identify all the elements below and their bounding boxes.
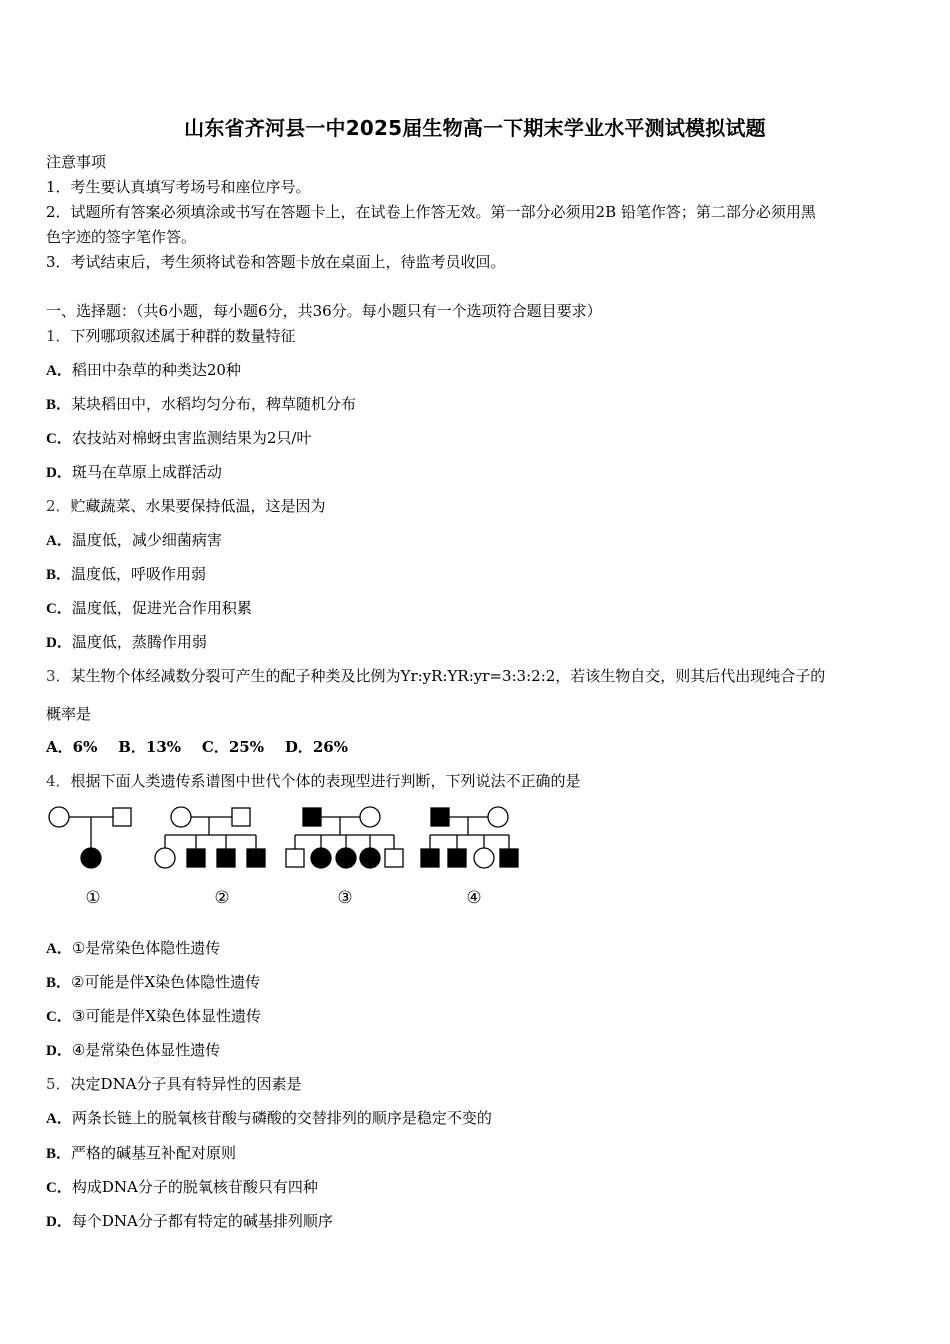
option-text: ②可能是伴X染色体隐性遗传 [71,973,261,991]
option-text: ④是常染色体显性遗传 [71,1041,221,1059]
options-3-inline: A．6% B．13% C．25% D．26% [46,738,348,756]
female-affected [360,848,380,868]
option-1d [46,462,222,483]
male-affected [500,849,518,867]
option-text: 斑马在草原上成群活动 [71,463,222,481]
male-unaffected [385,849,403,867]
option-letter: B． [46,1146,72,1162]
option-letter: A． [46,1111,72,1127]
option-text: 两条长链上的脱氧核苷酸与磷酸的交替排列的顺序是稳定不变的 [71,1109,492,1127]
notes-item-2: 2．试题所有答案必须填涂或书写在答题卡上，在试卷上作答无效。第一部分必须用2B 铅笔作答；第二部分必须用黑 [46,203,816,221]
option-5d [46,1211,333,1232]
male-unaffected [113,808,131,826]
pedigree-3 [286,807,403,868]
option-text: 构成DNA分子的脱氧核苷酸只有四种 [71,1178,318,1196]
question-number: 3． [46,667,71,685]
option-2c [46,598,252,619]
figure-label-2: ② [214,888,230,908]
option-letter: C． [46,431,72,447]
option-letter: B． [46,397,72,413]
option-2a [46,530,222,551]
option-text: 农技站对棉蚜虫害监测结果为2只/叶 [71,429,312,447]
option-letter: B． [46,567,72,583]
option-5c [46,1177,318,1198]
option-text: ①是常染色体隐性遗传 [71,939,221,957]
section-header: 一、选择题：（共6小题，每小题6分，共36分。每小题只有一个选项符合题目要求） [46,302,602,320]
option-letter: D． [46,465,72,481]
question-number: 1． [46,327,71,345]
question-3-cont: 概率是 [46,705,92,723]
question-stem: 根据下面人类遗传系谱图中世代个体的表现型进行判断，下列说法不正确的是 [70,772,581,790]
question-stem: 贮藏蔬菜、水果要保持低温，这是因为 [70,497,326,515]
male-affected [448,849,466,867]
female-affected [336,848,356,868]
option-5a [46,1108,492,1129]
male-affected [217,849,235,867]
female-affected [311,848,331,868]
question-number: 2． [46,497,71,515]
option-text: 温度低，促进光合作用积累 [71,599,252,617]
option-letter: D． [46,1043,72,1059]
female-unaffected [488,807,508,827]
exam-title: 山东省齐河县一中2025届生物高一下期末学业水平测试模拟试题 [184,116,766,140]
option-letter: C． [46,601,72,617]
question-3 [46,666,825,686]
option-5b [46,1143,236,1164]
male-affected [247,849,265,867]
option-letter: A． [46,533,72,549]
pedigree-4 [421,807,518,868]
option-letter: C． [46,1009,72,1025]
question-4 [46,771,581,791]
option-letter: A． [46,363,72,379]
female-unaffected [49,807,69,827]
option-4a [46,938,220,959]
option-4d [46,1040,220,1061]
option-2d [46,632,207,653]
option-2b [46,564,206,585]
question-number: 5． [46,1075,71,1093]
option-letter: D． [46,1214,72,1230]
male-affected [303,808,321,826]
option-1b [46,394,356,415]
option-1a [46,360,241,381]
option-letter: B． [46,975,72,991]
question-stem: 决定DNA分子具有特异性的因素是 [70,1075,302,1093]
option-text: ③可能是伴X染色体显性遗传 [71,1007,261,1025]
figure-label-3: ③ [337,888,353,908]
pedigree-figure [44,800,524,912]
female-affected [81,848,101,868]
pedigree-1 [49,807,131,868]
option-letter: C． [46,1180,72,1196]
option-text: 稻田中杂草的种类达20种 [71,361,241,379]
male-unaffected [232,808,250,826]
option-letter: D． [46,635,72,651]
option-4c [46,1006,261,1027]
question-number: 4． [46,772,71,790]
option-letter: A． [46,941,72,957]
notes-item-1: 1．考生要认真填写考场号和座位序号。 [46,178,311,196]
pedigree-2 [155,807,265,868]
question-5 [46,1074,302,1094]
question-stem: 下列哪项叙述属于种群的数量特征 [70,327,296,345]
female-unaffected [474,848,494,868]
figure-label-1: ① [85,888,101,908]
male-affected [421,849,439,867]
male-unaffected [286,849,304,867]
notes-heading: 注意事项 [46,153,107,171]
female-unaffected [171,807,191,827]
question-2 [46,496,326,516]
notes-item-3: 3．考试结束后，考生须将试卷和答题卡放在桌面上，待监考员收回。 [46,253,506,271]
question-stem: 某生物个体经减数分裂可产生的配子种类及比例为Yr:yR:YR:yr=3:3:2:2，若该生物自交，则其后代出现纯合子的 [70,667,826,685]
female-unaffected [155,848,175,868]
option-text: 温度低，减少细菌病害 [71,531,222,549]
option-text: 每个DNA分子都有特定的碱基排列顺序 [71,1212,333,1230]
option-4b [46,972,260,993]
male-affected [431,808,449,826]
option-text: 某块稻田中，水稻均匀分布，稗草随机分布 [71,395,357,413]
option-text: 温度低，呼吸作用弱 [71,565,207,583]
male-affected [187,849,205,867]
option-text: 温度低，蒸腾作用弱 [71,633,207,651]
question-1 [46,326,296,346]
figure-label-4: ④ [466,888,482,908]
female-unaffected [360,807,380,827]
option-text: 严格的碱基互补配对原则 [71,1144,237,1162]
notes-item-2-cont: 色字迹的签字笔作答。 [46,228,197,246]
option-1c [46,428,311,449]
